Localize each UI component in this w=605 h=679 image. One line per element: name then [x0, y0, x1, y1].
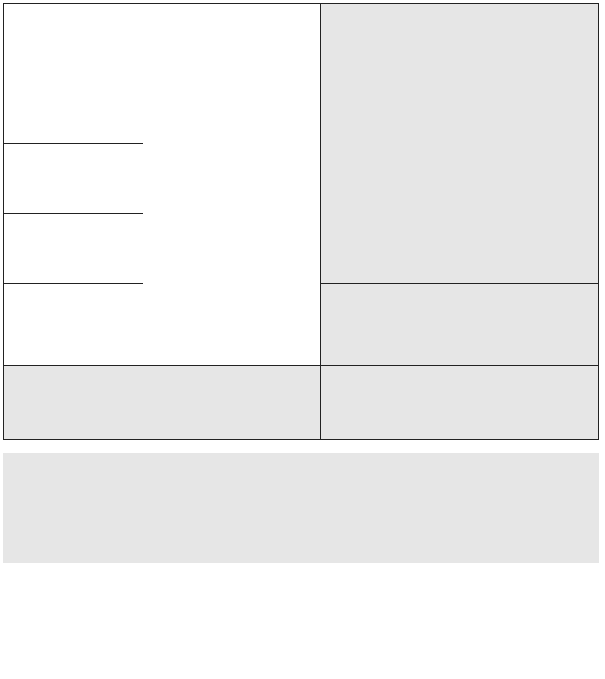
purchase-manager-panel [3, 365, 599, 439]
table-caption-band [3, 453, 599, 496]
request-number-panel [320, 3, 599, 365]
table-header-band [3, 496, 599, 563]
